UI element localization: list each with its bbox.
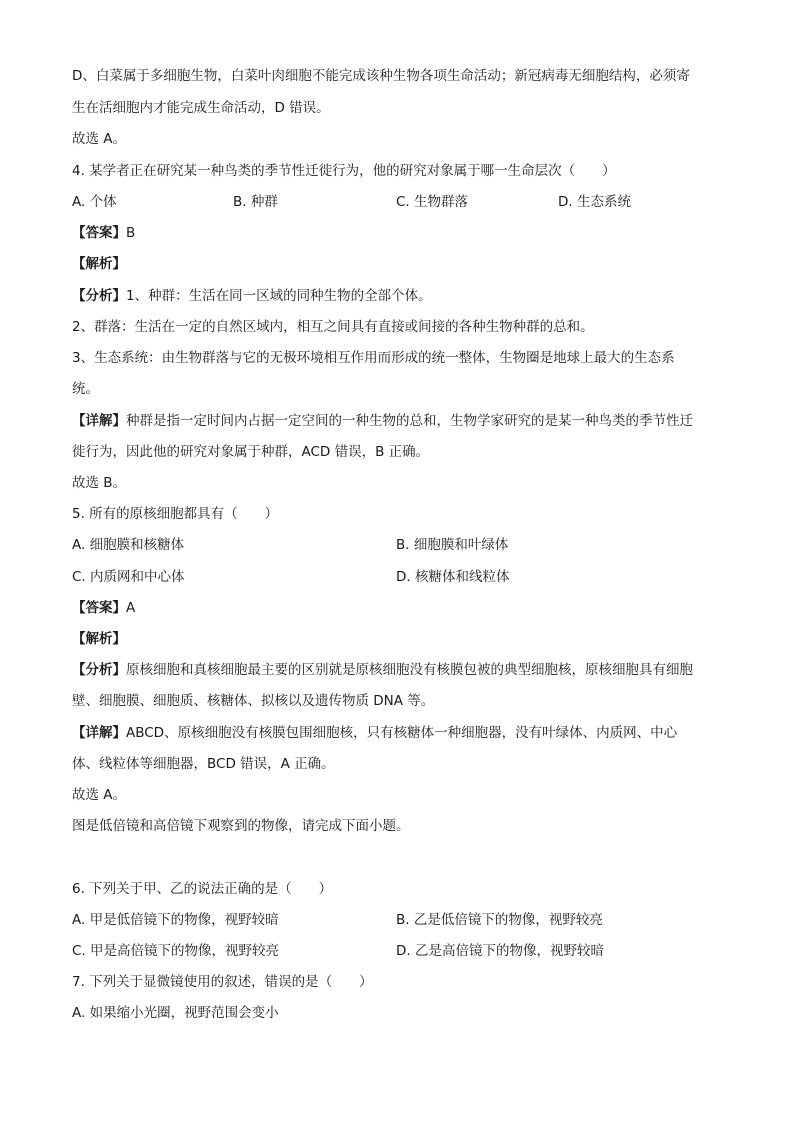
text-line: 故选 A。 bbox=[72, 131, 127, 147]
answer-tag: 【答案】 bbox=[72, 225, 126, 241]
answer-value: B bbox=[126, 225, 136, 241]
question-7-stem: 7. 下列关于显微镜使用的叙述，错误的是（ ） bbox=[72, 974, 373, 990]
q6-option-a: A. 甲是低倍镜下的物像，视野较暗 bbox=[72, 912, 279, 928]
text-line: 生在活细胞内才能完成生命活动，D 错误。 bbox=[72, 100, 330, 116]
q6-option-d: D. 乙是高倍镜下的物像，视野较暗 bbox=[396, 943, 604, 959]
xiangjie-tag: 【详解】 bbox=[72, 413, 126, 429]
q4-analysis-tag: 【解析】 bbox=[72, 256, 126, 272]
q4-xiangjie-a: 【详解】种群是指一定时间内占据一定空间的一种生物的总和，生物学家研究的是某一种鸟类的季节性迁 bbox=[72, 413, 693, 429]
q5-fenxi-b: 壁、细胞膜、细胞质、核糖体、拟核以及遗传物质 DNA 等。 bbox=[72, 693, 435, 709]
q5-analysis-tag: 【解析】 bbox=[72, 631, 126, 647]
fenxi-tag: 【分析】 bbox=[72, 662, 126, 678]
xiangjie-tag: 【详解】 bbox=[72, 725, 126, 741]
fenxi-tag: 【分析】 bbox=[72, 288, 126, 304]
q5-option-b: B. 细胞膜和叶绿体 bbox=[396, 537, 509, 553]
answer-value: A bbox=[126, 600, 136, 616]
q6-option-c: C. 甲是高倍镜下的物像，视野较亮 bbox=[72, 943, 280, 959]
text-line: D、白菜属于多细胞生物，白菜叶肉细胞不能完成该种生物各项生命活动；新冠病毒无细胞结构，必须寄 bbox=[72, 68, 690, 84]
q4-answer bbox=[72, 223, 135, 243]
q5-xiangjie-a: 【详解】ABCD、原核细胞没有核膜包围细胞核，只有核糖体一种细胞器，没有叶绿体、内质网、中心 bbox=[72, 725, 678, 741]
q4-fenxi-3b: 统。 bbox=[72, 381, 99, 397]
question-5-stem: 5. 所有的原核细胞都具有（ ） bbox=[72, 506, 279, 522]
q7-option-a: A. 如果缩小光圈，视野范围会变小 bbox=[72, 1005, 279, 1021]
question-6-stem: 6. 下列关于甲、乙的说法正确的是（ ） bbox=[72, 881, 333, 897]
q5-xiangjie-b: 体、线粒体等细胞器，BCD 错误，A 正确。 bbox=[72, 756, 335, 772]
question-4-stem: 4. 某学者正在研究某一种鸟类的季节性迁徙行为，他的研究对象属于哪一生命层次（ ） bbox=[72, 163, 616, 179]
q4-fenxi-1: 【分析】1、种群：生活在同一区域的同种生物的全部个体。 bbox=[72, 288, 432, 304]
answer-tag: 【答案】 bbox=[72, 600, 126, 616]
q5-option-a: A. 细胞膜和核糖体 bbox=[72, 537, 185, 553]
q4-option-a: A. 个体 bbox=[72, 194, 117, 210]
q4-conclusion: 故选 B。 bbox=[72, 475, 127, 491]
q5-conclusion: 故选 A。 bbox=[72, 787, 127, 803]
q4-fenxi-3a: 3、生态系统：由生物群落与它的无极环境相互作用而形成的统一整体，生物圈是地球上最大的生态系 bbox=[72, 350, 675, 366]
q5-answer bbox=[72, 598, 135, 618]
q5-fenxi-a: 【分析】原核细胞和真核细胞最主要的区别就是原核细胞没有核膜包被的典型细胞核，原核细胞具有细胞 bbox=[72, 662, 693, 678]
q6-option-b: B. 乙是低倍镜下的物像，视野较亮 bbox=[396, 912, 603, 928]
q4-xiangjie-b: 徙行为，因此他的研究对象属于种群，ACD 错误，B 正确。 bbox=[72, 444, 430, 460]
q5-option-d: D. 核糖体和线粒体 bbox=[396, 569, 510, 585]
q4-fenxi-2: 2、群落：生活在一定的自然区域内，相互之间具有直接或间接的各种生物种群的总和。 bbox=[72, 319, 594, 335]
q4-option-b: B. 种群 bbox=[233, 194, 278, 210]
microscope-intro: 图是低倍镜和高倍镜下观察到的物像，请完成下面小题。 bbox=[72, 818, 410, 834]
q4-option-d: D. 生态系统 bbox=[558, 194, 631, 210]
q5-option-c: C. 内质网和中心体 bbox=[72, 569, 185, 585]
q4-option-c: C. 生物群落 bbox=[396, 194, 469, 210]
